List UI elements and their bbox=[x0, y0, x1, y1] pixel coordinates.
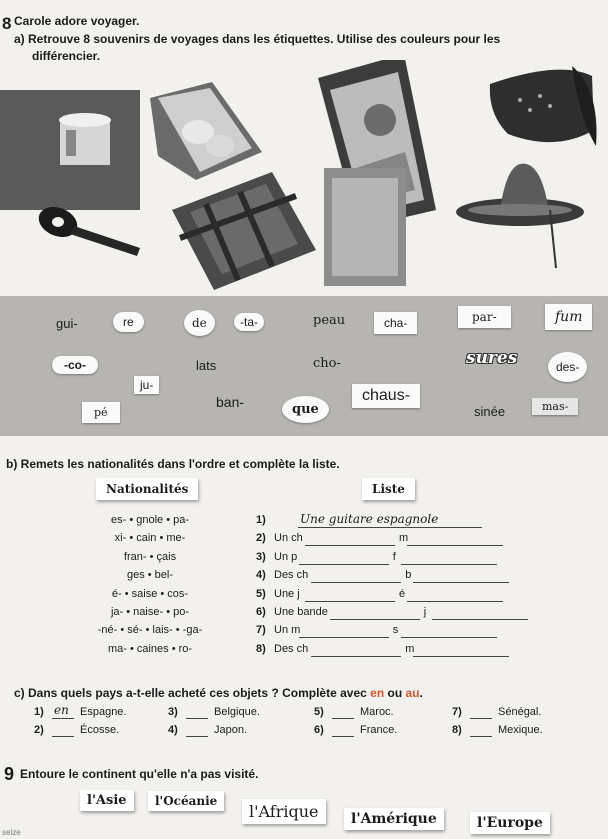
syllable-peau: peau bbox=[313, 313, 346, 328]
preposition-blank[interactable] bbox=[52, 718, 74, 719]
syllable-des: des- bbox=[548, 352, 587, 382]
list-item-text: Des ch bbox=[274, 642, 309, 655]
pot-photo bbox=[0, 90, 140, 210]
exercise-number: 8 bbox=[2, 14, 12, 33]
answer-blank[interactable] bbox=[330, 619, 420, 620]
preposition-blank[interactable] bbox=[186, 718, 208, 719]
nationality-hint-letter: m bbox=[405, 642, 415, 655]
answer-blank[interactable] bbox=[407, 545, 503, 546]
exercise-title: Carole adore voyager. bbox=[14, 14, 140, 28]
nationality-hint-letter: é bbox=[399, 587, 406, 600]
nationality-hint-letter: b bbox=[405, 569, 412, 582]
list-item-number: 4) bbox=[256, 569, 266, 582]
list-item-text: Un p bbox=[274, 550, 298, 563]
country-name: Espagne. bbox=[80, 706, 127, 718]
syllable-gui: gui- bbox=[56, 316, 78, 331]
syllable-de: de bbox=[184, 310, 215, 336]
part-a-instruction-line2: différencier. bbox=[32, 49, 101, 63]
country-name: Écosse. bbox=[80, 724, 120, 736]
list-item-text: Une bande bbox=[274, 606, 328, 618]
answer-blank[interactable] bbox=[311, 656, 401, 657]
answer-blank[interactable] bbox=[413, 582, 509, 583]
country-name: France. bbox=[360, 724, 398, 736]
syllable-cho: cho- bbox=[313, 356, 341, 371]
syllable-sinee: sinée bbox=[474, 404, 506, 419]
syllable-sures: sures bbox=[466, 348, 518, 368]
country-item-number: 1) bbox=[34, 706, 44, 718]
syllable-ta: -ta- bbox=[234, 313, 264, 331]
nationality-syllables: fran- • çais bbox=[123, 550, 177, 563]
exercise-9-instruction: Entoure le continent qu'elle n'a pas visité. bbox=[20, 767, 259, 781]
syllable-mas: mas- bbox=[532, 398, 578, 415]
syllable-lats: lats bbox=[196, 358, 217, 373]
continent-afrique[interactable]: l'Afrique bbox=[242, 799, 326, 824]
nationality-syllables: ma- • caines • ro- bbox=[107, 642, 193, 655]
nationalities-header: Nationalités bbox=[96, 478, 198, 500]
answer-blank[interactable] bbox=[432, 619, 528, 620]
answer-blank[interactable] bbox=[299, 637, 389, 638]
syllable-cha: cha- bbox=[374, 312, 417, 334]
chocolates-box-photo bbox=[150, 82, 262, 180]
list-item-text: Un ch bbox=[274, 532, 303, 545]
answer-blank[interactable] bbox=[401, 564, 497, 565]
preposition-blank[interactable] bbox=[332, 718, 354, 719]
nationality-syllables: é- • saise • cos- bbox=[111, 587, 189, 600]
socks-photo bbox=[324, 168, 406, 286]
list-item-number: 6) bbox=[256, 606, 266, 618]
nationality-syllables: xi- • cain • me- bbox=[114, 532, 186, 545]
preposition-blank[interactable] bbox=[52, 736, 74, 737]
list-item-number: 5) bbox=[256, 587, 266, 600]
answer-blank[interactable] bbox=[305, 601, 395, 602]
handwritten-answer: en bbox=[54, 703, 69, 717]
answer-blank[interactable] bbox=[311, 582, 401, 583]
list-item-number: 8) bbox=[256, 642, 266, 655]
country-item-number: 4) bbox=[168, 724, 178, 736]
syllable-re: re bbox=[113, 312, 144, 332]
list-item-text: Un m bbox=[274, 624, 301, 637]
continent-amerique[interactable]: l'Amérique bbox=[344, 808, 444, 830]
list-item-number: 2) bbox=[256, 532, 266, 545]
preposition-blank[interactable] bbox=[186, 736, 208, 737]
part-b-instruction: b) Remets les nationalités dans l'ordre et complète la liste. bbox=[6, 457, 340, 471]
syllable-fum: fum bbox=[545, 304, 592, 330]
syllable-par: par- bbox=[458, 306, 511, 328]
nationality-syllables: ges • bel- bbox=[126, 569, 174, 582]
list-item-text: Une j bbox=[274, 587, 300, 600]
nationality-syllables: -né- • sé- • lais- • -ga- bbox=[97, 624, 203, 637]
page-number-label: seize bbox=[2, 828, 21, 837]
syllable-co: -co- bbox=[52, 356, 98, 374]
list-item-number: 7) bbox=[256, 624, 266, 637]
country-name: Sénégal. bbox=[498, 706, 542, 718]
country-name: Belgique. bbox=[214, 706, 260, 718]
country-name: Maroc. bbox=[360, 706, 394, 718]
tartan-scarf-photo bbox=[172, 172, 316, 290]
option-en: en bbox=[370, 686, 385, 700]
country-item-number: 3) bbox=[168, 706, 178, 718]
syllable-ju: ju- bbox=[134, 376, 159, 394]
list-item-number: 1) bbox=[256, 514, 266, 526]
list-item-text: Des ch bbox=[274, 569, 309, 582]
answer-blank[interactable] bbox=[299, 564, 389, 565]
nationality-hint-letter: f bbox=[392, 550, 396, 563]
nationality-syllables: es- • gnole • pa- bbox=[110, 514, 190, 526]
syllable-que: que bbox=[282, 396, 329, 423]
country-item-number: 8) bbox=[452, 724, 462, 736]
country-item-number: 5) bbox=[314, 706, 324, 718]
country-item-number: 6) bbox=[314, 724, 324, 736]
exercise-9-number: 9 bbox=[4, 764, 15, 784]
syllable-pe: pé bbox=[82, 402, 120, 423]
continent-europe[interactable]: l'Europe bbox=[470, 812, 550, 834]
nationality-hint-letter: j bbox=[423, 606, 427, 618]
nationality-hint-letter: m bbox=[399, 532, 409, 545]
list-item-number: 3) bbox=[256, 550, 266, 563]
part-a-instruction-line1: a) Retrouve 8 souvenirs de voyages dans les étiquettes. Utilise des couleurs pour les bbox=[14, 32, 501, 46]
option-au: au bbox=[405, 686, 420, 700]
answer-blank[interactable] bbox=[401, 637, 497, 638]
syllable-chaus: chaus- bbox=[352, 384, 420, 408]
preposition-blank[interactable] bbox=[470, 736, 492, 737]
answer-blank[interactable] bbox=[407, 601, 503, 602]
country-name: Mexique. bbox=[498, 724, 543, 736]
souvenir-photos bbox=[0, 60, 608, 290]
preposition-blank[interactable] bbox=[470, 718, 492, 719]
continent-oceanie[interactable]: l'Océanie bbox=[148, 791, 224, 811]
country-item-number: 2) bbox=[34, 724, 44, 736]
handwritten-answer: Une guitare espagnole bbox=[300, 512, 439, 526]
syllable-ban: ban- bbox=[216, 394, 245, 410]
answer-blank[interactable] bbox=[413, 656, 509, 657]
nationality-hint-letter: s bbox=[392, 624, 399, 637]
country-name: Japon. bbox=[214, 724, 248, 736]
sombrero-photo bbox=[456, 164, 584, 268]
nationality-syllables: ja- • naise- • po- bbox=[110, 606, 189, 618]
list-header: Liste bbox=[362, 478, 415, 500]
answer-blank[interactable] bbox=[305, 545, 395, 546]
country-item-number: 7) bbox=[452, 706, 462, 718]
answer-blank[interactable] bbox=[298, 527, 482, 528]
preposition-blank[interactable] bbox=[332, 736, 354, 737]
part-c-instruction: c) Dans quels pays a-t-elle acheté ces objets ? Complète avec en ou au. bbox=[14, 686, 423, 700]
slippers-photo bbox=[490, 66, 597, 146]
continent-asie[interactable]: l'Asie bbox=[80, 790, 134, 811]
